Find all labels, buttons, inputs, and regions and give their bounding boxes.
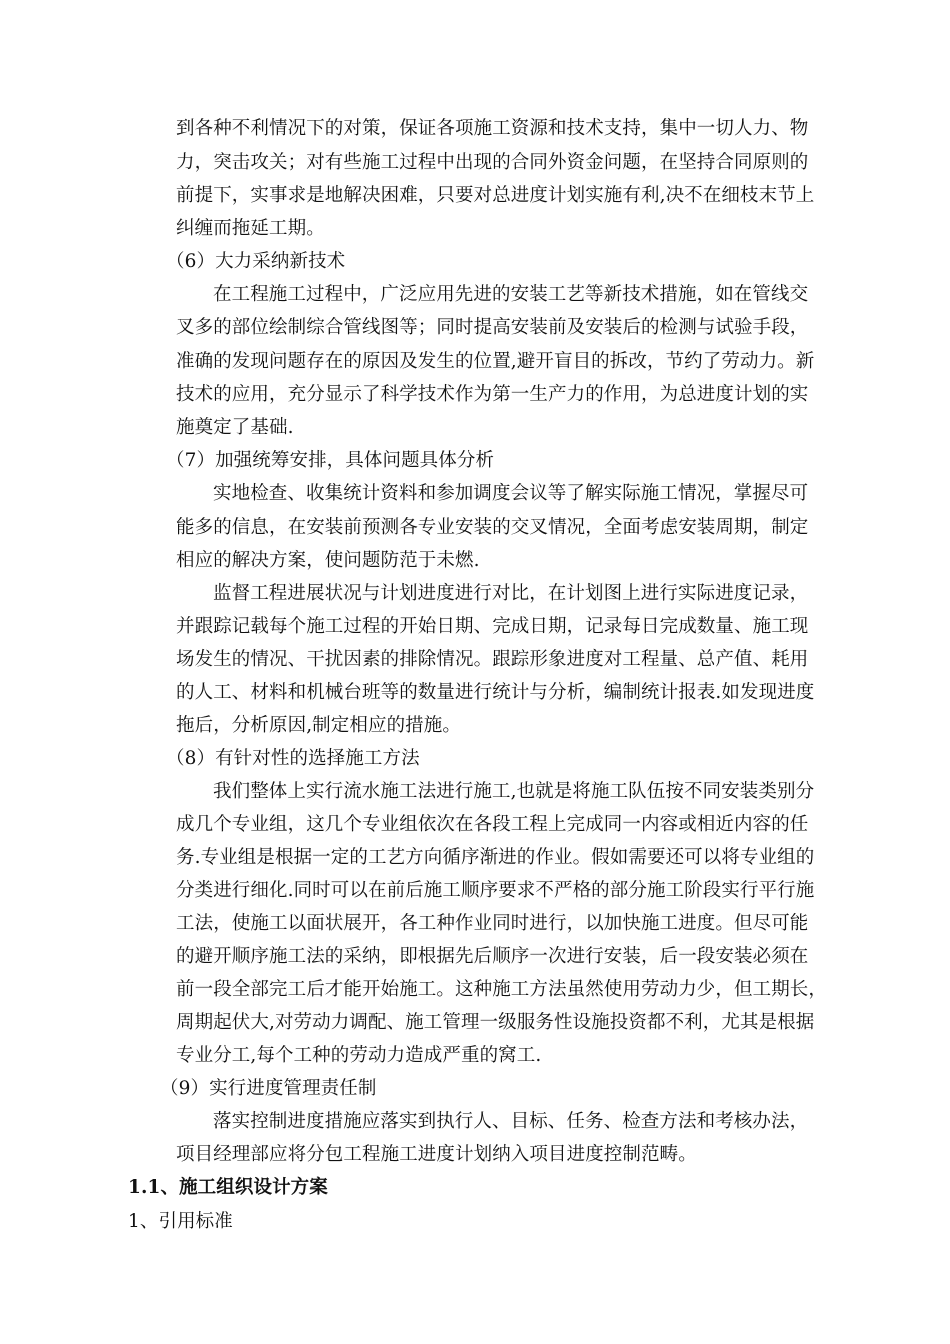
paragraph-line: 分类进行细化.同时可以在前后施工顺序要求不严格的部分施工阶段实行平行施 [176, 880, 815, 901]
paragraph-line: 的人工、材料和机械台班等的数量进行统计与分析，编制统计报表.如发现进度 [176, 682, 815, 703]
paragraph-line: 落实控制进度措施应落实到执行人、目标、任务、检查方法和考核办法， [213, 1111, 809, 1132]
paragraph-line: 技术的应用，充分显示了科学技术作为第一生产力的作用，为总进度计划的实 [176, 384, 809, 405]
section-heading-8: （8）有针对性的选择施工方法 [166, 748, 420, 769]
paragraph-line: 的避开顺序施工法的采纳，即根据先后顺序一次进行安装，后一段安装必须在 [176, 946, 809, 967]
subsection-heading: 1、引用标准 [128, 1211, 233, 1232]
paragraph-line: 相应的解决方案，使问题防范于未燃. [176, 550, 480, 571]
paragraph-line: 到各种不利情况下的对策，保证各项施工资源和技术支持，集中一切人力、物 [176, 118, 809, 139]
paragraph-line: 叉多的部位绘制综合管线图等；同时提高安装前及安装后的检测与试验手段， [176, 317, 809, 338]
paragraph-line: 前一段全部完工后才能开始施工。这种施工方法虽然使用劳动力少，但工期长， [176, 979, 828, 1000]
paragraph-line: 场发生的情况、干扰因素的排除情况。跟踪形象进度对工程量、总产值、耗用 [176, 649, 809, 670]
paragraph-line: 工法，使施工以面状展开，各工种作业同时进行，以加快施工进度。但尽可能 [176, 913, 809, 934]
paragraph-line: 施奠定了基础. [176, 417, 294, 438]
section-heading-9: （9）实行进度管理责任制 [160, 1078, 377, 1099]
chapter-heading: 1.1、施工组织设计方案 [128, 1177, 328, 1198]
paragraph-line: 我们整体上实行流水施工法进行施工,也就是将施工队伍按不同安装类别分 [213, 781, 815, 802]
paragraph-line: 准确的发现问题存在的原因及发生的位置,避开盲目的拆改，节约了劳动力。新 [176, 351, 815, 372]
section-heading-7: （7）加强统筹安排，具体问题具体分析 [166, 450, 495, 471]
paragraph-line: 前提下，实事求是地解决困难，只要对总进度计划实施有利,决不在细枝末节上 [176, 185, 815, 206]
paragraph-line: 周期起伏大,对劳动力调配、施工管理一级服务性设施投资都不利，尤其是根据 [176, 1012, 815, 1033]
section-heading-6: （6）大力采纳新技术 [166, 251, 346, 272]
paragraph-line: 并跟踪记载每个施工过程的开始日期、完成日期，记录每日完成数量、施工现 [176, 616, 809, 637]
paragraph-line: 纠缠而拖延工期。 [176, 218, 325, 239]
paragraph-line: 实地检查、收集统计资料和参加调度会议等了解实际施工情况，掌握尽可 [213, 483, 809, 504]
paragraph-line: 能多的信息，在安装前预测各专业安装的交叉情况，全面考虑安装周期，制定 [176, 517, 809, 538]
paragraph-line: 拖后，分析原因,制定相应的措施。 [176, 715, 461, 736]
paragraph-line: 成几个专业组，这几个专业组依次在各段工程上完成同一内容或相近内容的任 [176, 814, 809, 835]
paragraph-line: 务.专业组是根据一定的工艺方向循序渐进的作业。假如需要还可以将专业组的 [176, 847, 815, 868]
paragraph-line: 项目经理部应将分包工程施工进度计划纳入项目进度控制范畴。 [176, 1144, 697, 1165]
paragraph-line: 力，突击攻关；对有些施工过程中出现的合同外资金问题，在坚持合同原则的 [176, 152, 809, 173]
paragraph-line: 监督工程进展状况与计划进度进行对比，在计划图上进行实际进度记录， [213, 583, 809, 604]
paragraph-line: 专业分工,每个工种的劳动力造成严重的窝工. [176, 1045, 542, 1066]
paragraph-line: 在工程施工过程中，广泛应用先进的安装工艺等新技术措施，如在管线交 [213, 284, 809, 305]
